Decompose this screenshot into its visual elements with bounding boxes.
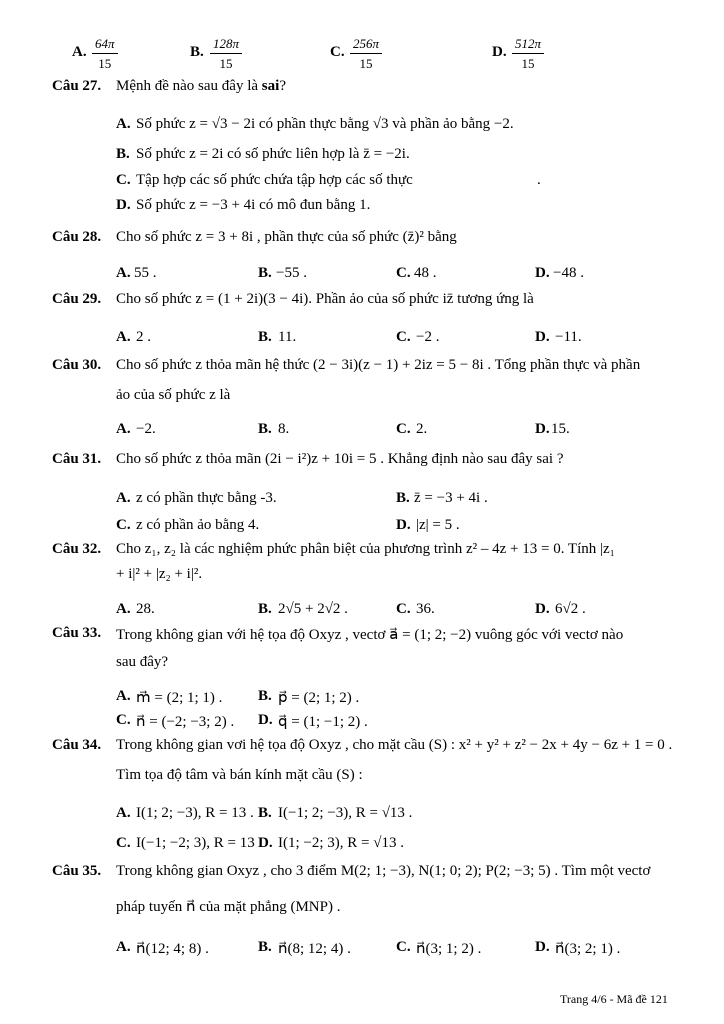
q27-a-text: Số phức z = √3 − 2i có phần thực bằng √3 và phần ảo bằng −2.: [136, 116, 514, 132]
q35-c-text: n⃗(3; 1; 2) .: [416, 941, 482, 957]
q33-c-label: C.: [116, 712, 131, 728]
q34-a-label: A.: [116, 805, 131, 821]
q27-d-text: Số phức z = −3 + 4i có mô đun bằng 1.: [136, 197, 371, 213]
q29-stem: Cho số phức z = (1 + 2i)(3 − 4i). Phần ảo của số phức iz̄ tương ứng là: [116, 291, 534, 307]
q26-d-label: D.: [492, 44, 507, 60]
q32-stem-line2: + i|² + |z₂ + i|².: [116, 566, 203, 582]
q35-a-label: A.: [116, 939, 131, 955]
q32-c-text: 36.: [416, 601, 435, 617]
q30-a-label: A.: [116, 421, 131, 437]
q35-stem-line1: Trong không gian Oxyz , cho 3 điểm M(2; 1; −3), N(1; 0; 2); P(2; −3; 5) . Tìm một vectơ: [116, 863, 651, 879]
q26-a-label: A.: [72, 44, 87, 60]
q32-b-label: B.: [258, 601, 272, 617]
q33-stem-line2: sau đây?: [116, 654, 169, 670]
q31-stem: Cho số phức z thỏa mãn (2i − i²)z + 10i = 5 . Khẳng định nào sau đây sai ?: [116, 451, 564, 467]
q26-a-fraction: $\frac{64\pi}{15}$: [92, 36, 118, 72]
q30-label: Câu 30.: [52, 357, 102, 373]
q29-c-label: C.: [396, 329, 411, 345]
q34-label: Câu 34.: [52, 737, 102, 753]
q32-b-text: 2√5 + 2√2 .: [278, 601, 348, 617]
q33-b-text: p⃗ = (2; 1; 2) .: [278, 690, 360, 706]
q26-c-fraction: $\frac{256\pi}{15}$: [350, 36, 382, 72]
q31-b-text: z̄ = −3 + 4i .: [414, 490, 488, 506]
q33-b-label: B.: [258, 688, 272, 704]
q31-c-label: C.: [116, 517, 131, 533]
q35-c-label: C.: [396, 939, 411, 955]
q29-b-label: B.: [258, 329, 272, 345]
page-footer: Trang 4/6 - Mã đề 121: [560, 992, 668, 1006]
q27-c-trailing-dot: .: [537, 172, 541, 188]
q29-a-label: A.: [116, 329, 131, 345]
q27-b-text: Số phức z = 2i có số phức liên hợp là z̄ = −2i.: [136, 146, 410, 162]
q32-d-text: 6√2 .: [555, 601, 586, 617]
q34-b-text: I(−1; 2; −3), R = √13 .: [278, 805, 413, 821]
q31-label: Câu 31.: [52, 451, 102, 467]
q35-a-text: n⃗(12; 4; 8) .: [136, 941, 209, 957]
q34-stem-line2: Tìm tọa độ tâm và bán kính mặt cầu (S) :: [116, 767, 363, 783]
q34-d-label: D.: [258, 835, 273, 851]
q32-d-label: D.: [535, 601, 550, 617]
q29-a-text: 2 .: [136, 329, 151, 345]
q35-label: Câu 35.: [52, 863, 102, 879]
q30-b-label: B.: [258, 421, 272, 437]
q30-d-text: 15.: [551, 421, 570, 437]
q30-c-text: 2.: [416, 421, 428, 437]
q35-b-text: n⃗(8; 12; 4) .: [278, 941, 351, 957]
q28-a-text: 55 .: [134, 265, 157, 281]
q33-a-text: m⃗ = (2; 1; 1) .: [136, 690, 223, 706]
q28-c-text: 48 .: [414, 265, 437, 281]
q28-c-label: C.: [396, 265, 411, 281]
q32-label: Câu 32.: [52, 541, 102, 557]
q27-c-text: Tập hợp các số phức chứa tập hợp các số thực: [136, 172, 413, 188]
q34-c-label: C.: [116, 835, 131, 851]
q26-d-fraction: $\frac{512\pi}{15}$: [512, 36, 544, 72]
q33-stem-line1: Trong không gian với hệ tọa độ Oxyz , vectơ a⃗ = (1; 2; −2) vuông góc với vectơ nào: [116, 627, 624, 643]
q30-a-text: −2.: [136, 421, 156, 437]
q34-d-text: I(1; −2; 3), R = √13 .: [278, 835, 404, 851]
q32-stem-line1: Cho z₁, z₂ là các nghiệm phức phân biệt của phương trình z² – 4z + 13 = 0. Tính |z₁: [116, 541, 615, 557]
q33-d-label: D.: [258, 712, 273, 728]
q34-c-text: I(−1; −2; 3), R = 13 .: [136, 835, 263, 851]
q28-b-label: B.: [258, 265, 272, 281]
q29-label: Câu 29.: [52, 291, 102, 307]
q32-a-text: 28.: [136, 601, 155, 617]
q27-a-label: A.: [116, 116, 131, 132]
q26-c-label: C.: [330, 44, 345, 60]
q34-a-text: I(1; 2; −3), R = 13 .: [136, 805, 254, 821]
q31-c-text: z có phần ảo bằng 4.: [136, 517, 260, 533]
q30-c-label: C.: [396, 421, 411, 437]
q35-d-text: n⃗(3; 2; 1) .: [555, 941, 621, 957]
q30-b-text: 8.: [278, 421, 290, 437]
q32-a-label: A.: [116, 601, 131, 617]
q27-label: Câu 27.: [52, 78, 102, 94]
q34-b-label: B.: [258, 805, 272, 821]
q28-label: Câu 28.: [52, 229, 102, 245]
q28-stem: Cho số phức z = 3 + 8i , phần thực của số phức (z̄)² bằng: [116, 229, 457, 245]
q32-c-label: C.: [396, 601, 411, 617]
q30-d-label: D.: [535, 421, 550, 437]
q26-b-fraction: $\frac{128\pi}{15}$: [210, 36, 242, 72]
q27-stem: Mệnh đề nào sau đây là sai?: [116, 78, 286, 94]
q33-label: Câu 33.: [52, 625, 102, 641]
q33-a-label: A.: [116, 688, 131, 704]
q28-d-text: −48 .: [553, 265, 584, 281]
q31-d-text: |z| = 5 .: [416, 517, 460, 533]
q29-d-text: −11.: [555, 329, 582, 345]
q28-b-text: −55 .: [276, 265, 307, 281]
q31-a-label: A.: [116, 490, 131, 506]
q35-d-label: D.: [535, 939, 550, 955]
q28-a-label: A.: [116, 265, 131, 281]
q30-stem-line2: ảo của số phức z là: [116, 387, 231, 403]
q31-d-label: D.: [396, 517, 411, 533]
q28-d-label: D.: [535, 265, 550, 281]
q34-stem-line1: Trong không gian vơi hệ tọa độ Oxyz , cho mặt cầu (S) : x² + y² + z² − 2x + 4y − 6z + 1 = 0 .: [116, 737, 673, 753]
q35-stem-line2: pháp tuyến n⃗ của mặt phẳng (MNP) .: [116, 899, 341, 915]
q27-b-label: B.: [116, 146, 130, 162]
q29-d-label: D.: [535, 329, 550, 345]
q29-c-text: −2 .: [416, 329, 440, 345]
q29-b-text: 11.: [278, 329, 297, 345]
q31-a-text: z có phần thực bằng -3.: [136, 490, 277, 506]
q26-b-label: B.: [190, 44, 204, 60]
q27-d-label: D.: [116, 197, 131, 213]
q33-c-text: n⃗ = (−2; −3; 2) .: [136, 714, 235, 730]
q35-b-label: B.: [258, 939, 272, 955]
q33-d-text: q⃗ = (1; −1; 2) .: [278, 714, 368, 730]
q31-b-label: B.: [396, 490, 410, 506]
q27-c-label: C.: [116, 172, 131, 188]
q30-stem-line1: Cho số phức z thỏa mãn hệ thức (2 − 3i)(z − 1) + 2iz = 5 − 8i . Tổng phần thực và phần: [116, 357, 641, 373]
